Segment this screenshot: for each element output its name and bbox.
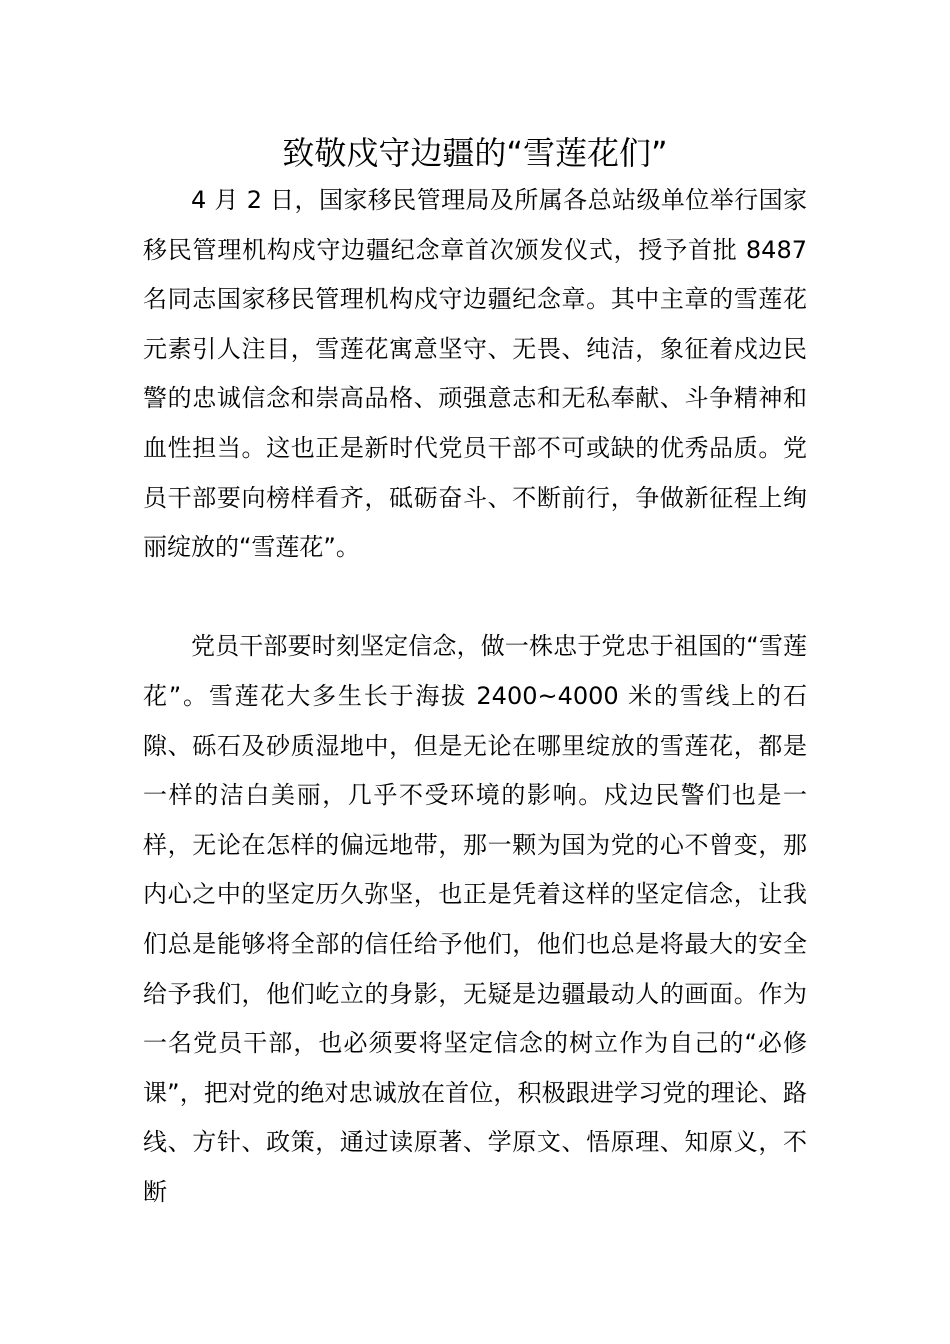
document-title: 致敬戍守边疆的“雪莲花们” [282, 134, 668, 172]
document-body [143, 176, 807, 1217]
paragraph-1: 4 月 2 日，国家移民管理局及所属各总站级单位举行国家移民管理机构戍守边疆纪念章首次颁发仪式，授予首批 8487 名同志国家移民管理机构戍守边疆纪念章。其中主章的雪莲花元素引人注目，雪莲花寓意坚守、无畏、纯洁，象征着戍边民警的忠诚信念和崇高品格、顽强意志和无私奉献、斗争精神和血性担当。这也正是新时代党员干部不可或缺的优秀品质。党员干部要向榜样看齐，砥砺奋斗、不断前行，争做新征程上绚丽绽放的“雪莲花”。 [143, 186, 807, 562]
paragraph-spacer [143, 573, 807, 623]
paragraph-2: 党员干部要时刻坚定信念，做一株忠于党忠于祖国的“雪莲花”。雪莲花大多生长于海拔 2400~4000 米的雪线上的石隙、砾石及砂质湿地中，但是无论在哪里绽放的雪莲花，都是一样的洁白美丽，几乎不受环境的影响。戍边民警们也是一样，无论在怎样的偏远地带，那一颗为国为党的心不曾变，那内心之中的坚定历久弥坚，也正是凭着这样的坚定信念，让我们总是能够将全部的信任给予他们，他们也总是将最大的安全给予我们，他们屹立的身影，无疑是边疆最动人的画面。作为一名党员干部，也必须要将坚定信念的树立作为自己的“必修课”，把对党的绝对忠诚放在首位，积极跟进学习党的理论、路线、方针、政策，通过读原著、学原文、悟原理、知原义，不断 [143, 632, 807, 1206]
